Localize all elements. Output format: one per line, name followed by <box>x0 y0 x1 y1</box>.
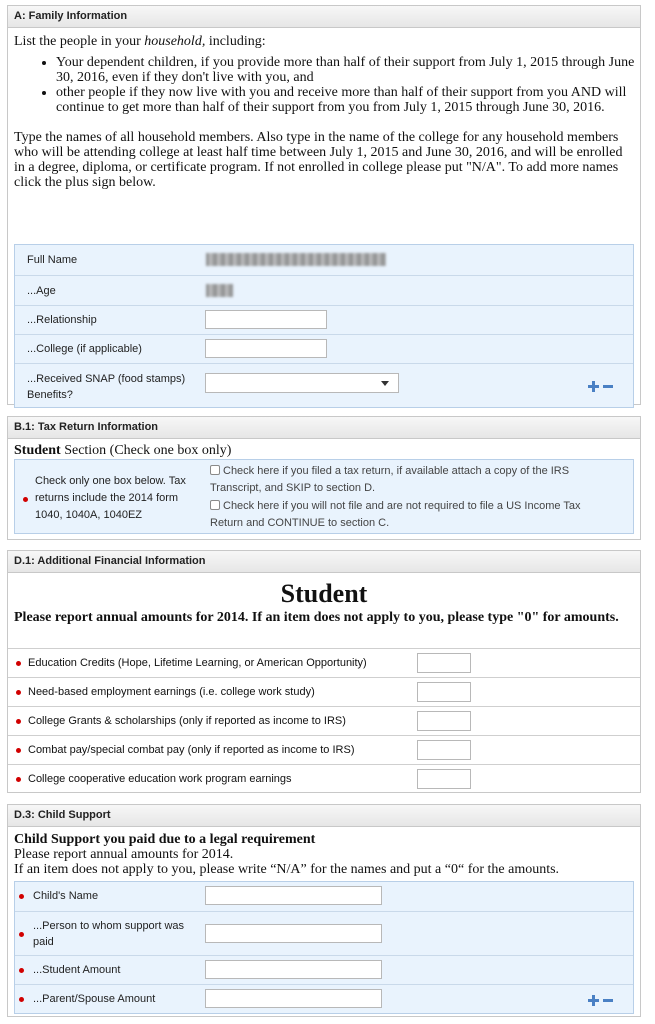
add-remove-controls <box>588 994 613 1006</box>
required-dot <box>19 968 24 973</box>
parent-amount-label: ...Parent/Spouse Amount <box>33 993 156 1005</box>
college-label: ...College (if applicable) <box>27 343 142 355</box>
row-full-name <box>15 245 633 275</box>
work-study-input[interactable] <box>417 682 471 702</box>
family-information-section <box>7 5 641 405</box>
tax-student-heading: Student Section (Check one box only) <box>14 443 232 458</box>
list-item: • other people if they now live with you and receive more than half of their support from you AND will continue to get more than half of their support from you from July 1, 2015 through June 30, 2016. <box>56 85 640 115</box>
college-input[interactable] <box>205 339 327 358</box>
child-support-line1: Please report annual amounts for 2014. <box>14 847 234 862</box>
grants-scholarships-input[interactable] <box>417 711 471 731</box>
education-credits-input[interactable] <box>417 653 471 673</box>
row-person <box>15 911 633 955</box>
not-filing-checkbox[interactable] <box>210 500 220 510</box>
child-support-section <box>7 804 641 1017</box>
full-name-label: Full Name <box>27 254 78 266</box>
family-instructions: Type the names of all household members. Also type in the name of the college for any household members who will be attending college at least half time between July 1, 2015 and June 30, 2016, and will be enrolled in a degree, diploma, or certificate program. If not enrolled in college please put "N/A". To add more names click the plus sign below. <box>14 130 623 190</box>
household-member-grid <box>14 244 634 408</box>
child-support-grid <box>14 881 634 1014</box>
age-value-redacted <box>206 284 233 297</box>
tax-option-1[interactable]: Check here if you filed a tax return, if available attach a copy of the IRS Transcript, and SKIP to section D. <box>210 465 570 494</box>
add-remove-controls <box>588 380 613 392</box>
parent-amount-input[interactable] <box>205 989 382 1008</box>
section-header: D.3: Child Support <box>8 805 640 827</box>
table-row <box>8 764 640 793</box>
row-age <box>15 275 633 305</box>
required-dot <box>19 932 24 937</box>
relationship-input[interactable] <box>205 310 327 329</box>
row-snap <box>15 363 633 407</box>
snap-select[interactable] <box>205 373 399 393</box>
item-label: Need-based employment earnings (i.e. college work study) <box>28 686 315 698</box>
student-title: Student <box>280 579 368 608</box>
tax-option-2[interactable]: Check here if you will not file and are not required to file a US Income Tax Return and CONTINUE to section C. <box>210 500 581 529</box>
student-amount-label: ...Student Amount <box>33 964 121 976</box>
coop-earnings-input[interactable] <box>417 769 471 789</box>
tax-return-section <box>7 416 641 540</box>
full-name-value-redacted <box>206 253 386 266</box>
required-dot <box>16 719 21 724</box>
item-label: College cooperative education work program earnings <box>28 773 292 785</box>
required-dot <box>23 497 28 502</box>
tax-instructions-label: Check only one box below. Tax returns include the 2014 form 1040, 1040A, 1040EZ <box>35 475 186 521</box>
minus-icon[interactable] <box>603 999 613 1002</box>
row-college <box>15 334 633 363</box>
required-dot <box>16 748 21 753</box>
row-student-amount <box>15 955 633 984</box>
table-row <box>8 648 640 677</box>
child-support-title: Child Support you paid due to a legal requirement <box>14 832 316 847</box>
section-header: B.1: Tax Return Information <box>8 417 640 439</box>
filed-tax-return-checkbox[interactable] <box>210 465 220 475</box>
row-child-name <box>15 882 633 911</box>
section-header: A: Family Information <box>8 6 640 28</box>
relationship-label: ...Relationship <box>27 314 97 326</box>
list-item: • Your dependent children, if you provide more than half of their support from July 1, 2015 through June 30, 2016, even if they don't live with you, and <box>56 55 640 85</box>
required-dot <box>19 894 24 899</box>
tax-options-grid <box>14 459 634 534</box>
required-dot <box>19 997 24 1002</box>
table-row <box>8 735 640 764</box>
required-dot <box>16 661 21 666</box>
minus-icon[interactable] <box>603 385 613 388</box>
snap-label: ...Received SNAP (food stamps) Benefits? <box>27 373 186 401</box>
item-label: Education Credits (Hope, Lifetime Learning, or American Opportunity) <box>28 657 367 669</box>
table-row <box>8 677 640 706</box>
additional-financial-section <box>7 550 641 793</box>
row-parent-amount <box>15 984 633 1013</box>
required-dot <box>16 690 21 695</box>
age-label: ...Age <box>27 285 56 297</box>
item-label: Combat pay/special combat pay (only if reported as income to IRS) <box>28 744 355 756</box>
child-support-line2: If an item does not apply to you, please write “N/A” for the names and put a “0“ for the amounts. <box>14 862 560 877</box>
table-row <box>8 706 640 735</box>
person-label: ...Person to whom support was paid <box>33 920 185 948</box>
row-relationship <box>15 305 633 334</box>
chevron-down-icon <box>381 381 389 386</box>
item-label: College Grants & scholarships (only if reported as income to IRS) <box>28 715 346 727</box>
required-dot <box>16 777 21 782</box>
child-name-input[interactable] <box>205 886 382 905</box>
additional-instructions: Please report annual amounts for 2014. If an item does not apply to you, please type "0" for amounts. <box>14 610 619 625</box>
plus-icon[interactable] <box>588 381 599 392</box>
student-amount-input[interactable] <box>205 960 382 979</box>
child-name-label: Child's Name <box>33 890 99 902</box>
plus-icon[interactable] <box>588 995 599 1006</box>
household-criteria-list <box>8 55 640 115</box>
financial-items-table <box>8 648 640 793</box>
section-header: D.1: Additional Financial Information <box>8 551 640 573</box>
person-input[interactable] <box>205 924 382 943</box>
family-intro: List the people in your household, including: <box>14 34 266 49</box>
combat-pay-input[interactable] <box>417 740 471 760</box>
